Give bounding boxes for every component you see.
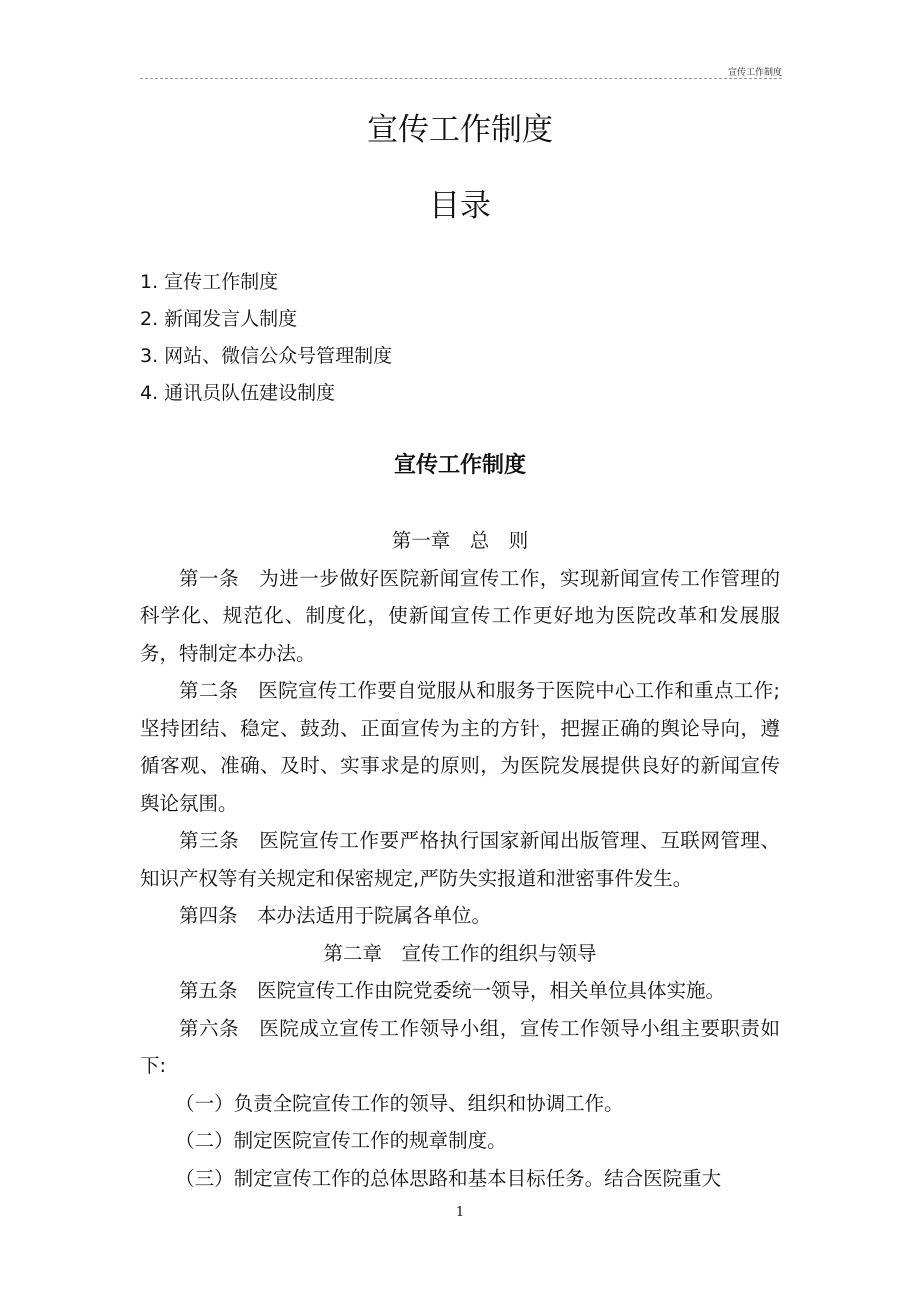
toc-item[interactable]: 2. 新闻发言人制度	[140, 308, 298, 330]
duty-item-3: （三）制定宣传工作的总体思路和基本目标任务。结合医院重大	[175, 1166, 722, 1190]
toc-item[interactable]: 3. 网站、微信公众号管理制度	[140, 345, 393, 367]
article-6: 第六条 医院成立宣传工作领导小组，宣传工作领导小组主要职责如下:	[140, 1016, 780, 1077]
article-2: 第二条 医院宣传工作要自觉服从和服务于医院中心工作和重点工作; 坚持团结、稳定、鼓劲、正面宣传为主的方针，把握正确的舆论导向，遵循客观、准确、及时、实事求是的原则，为医院发展提供良好的新闻宣传舆论氛围。	[140, 679, 780, 815]
article-4: 第四条 本办法适用于院属各单位。	[179, 904, 492, 927]
page-header	[140, 64, 782, 79]
article-5: 第五条 医院宣传工作由院党委统一领导，相关单位具体实施。	[179, 979, 726, 1002]
toc-item[interactable]: 4. 通讯员队伍建设制度	[140, 382, 336, 404]
document-body	[140, 522, 780, 1197]
document-title: 宣传工作制度	[367, 112, 553, 148]
duty-item-1: （一）负责全院宣传工作的领导、组织和协调工作。	[175, 1091, 624, 1115]
duty-item-2: （二）制定医院宣传工作的规章制度。	[175, 1129, 507, 1152]
toc-heading: 目录	[429, 188, 491, 224]
article-1: 第一条 为进一步做好医院新闻宣传工作，实现新闻宣传工作管理的科学化、规范化、制度化，使新闻宣传工作更好地为医院改革和发展服务，特制定本办法。	[140, 566, 780, 665]
article-3: 第三条 医院宣传工作要严格执行国家新闻出版管理、互联网管理、知识产权等有关规定和保密规定,严防失实报道和泄密事件发生。	[140, 829, 780, 890]
chapter-heading-2: 第二章 宣传工作的组织与领导	[323, 941, 597, 965]
page-number: 1	[455, 1205, 465, 1220]
section-title: 宣传工作制度	[393, 453, 526, 478]
running-header-title: 宣传工作制度	[727, 68, 782, 78]
toc-item[interactable]: 1. 宣传工作制度	[140, 271, 279, 293]
chapter-heading-1: 第一章 总 则	[391, 529, 529, 552]
table-of-contents	[140, 265, 780, 413]
